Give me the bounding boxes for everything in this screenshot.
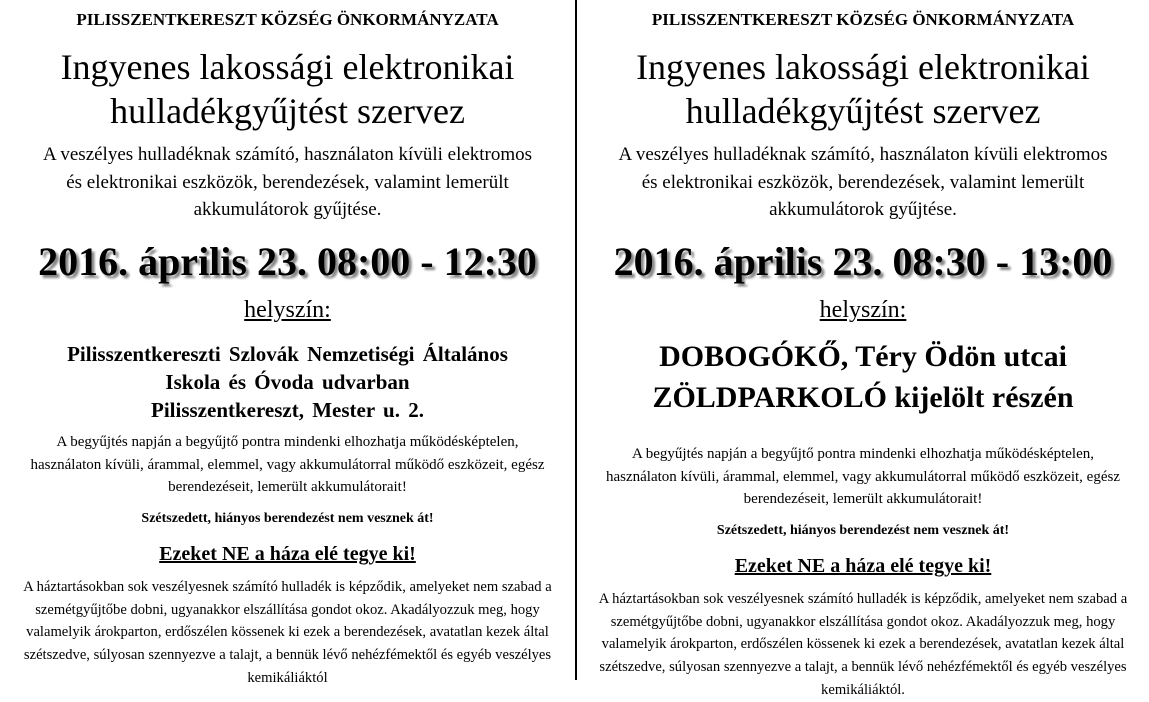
explanation-text-line: szemétgyűjtőbe dobni, ugyanakkor elszállítása gondot okoz. Akadályozzuk meg, hogy (610, 613, 1116, 630)
location-text-line: Pilisszentkereszti Szlovák Nemzetiségi Általános (67, 342, 508, 366)
explanation-text-line: kemikáliáktól. (821, 681, 905, 698)
location-label: helyszín: (244, 297, 331, 323)
flyer-panel-right (577, 0, 1149, 698)
do-not-dump-heading: Ezeket NE a háza elé tegye ki! (159, 543, 416, 565)
warning-text: Szétszedett, hiányos berendezést nem vesznek át! (716, 523, 1010, 538)
intro-text (577, 141, 1149, 224)
location-text (577, 336, 1149, 418)
intro-text-line: A veszélyes hulladéknak számító, használaton kívüli elektromos (42, 144, 533, 165)
explanation-text-line: valamelyik árokparton, erdőszélen kössenek ki ezek a berendezések, avatatlan kezek által (601, 636, 1125, 653)
location-text-line: Iskola és Óvoda udvarban (165, 370, 410, 394)
explanation-text-line: valamelyik árokparton, erdőszélen kössenek ki ezek a berendezések, avatatlan kezek által (26, 624, 549, 641)
instructions-text-line: berendezéseit, lemerült akkumulátorait! (168, 479, 407, 495)
flyer-title-line: hulladékgyűjtést szervez (110, 91, 465, 131)
flyer-title-line: Ingyenes lakossági elektronikai (636, 47, 1090, 87)
instructions-text-line: A begyűjtés napján a begyűjtő pontra mindenki elhozhatja működésképtelen, (56, 434, 519, 450)
explanation-text-line: szétszedve, súlyosan szennyezve a talajt, a bennük lévő nehézfémektől és egyéb veszélyes (599, 659, 1127, 676)
location-label: helyszín: (819, 297, 907, 323)
intro-text-line: és elektronikai eszközök, berendezések, valamint lemerült (641, 171, 1085, 193)
intro-text-line: és elektronikai eszközök, berendezések, valamint lemerült (66, 171, 509, 193)
flyer-title-line: hulladékgyűjtést szervez (685, 91, 1041, 131)
instructions-text (0, 431, 575, 499)
instructions-text (577, 443, 1149, 511)
explanation-text-line: kemikáliáktól (247, 669, 328, 686)
explanation-text-line: A háztartásokban sok veszélyesnek számító hulladék is képződik, amelyeket nem szabad a (598, 591, 1128, 607)
intro-text (0, 141, 575, 224)
instructions-text-line: használaton kívüli, árammal, elemmel, vagy akkumulátorral működő eszközeit, egész (30, 456, 545, 473)
explanation-text-line: A háztartásokban sok veszélyesnek számító hulladék is képződik, amelyeket nem szabad a (23, 579, 552, 595)
flyer-panel-left (0, 0, 575, 686)
flyer-title-line: Ingyenes lakossági elektronikai (60, 47, 515, 87)
intro-text-line: akkumulátorok gyűjtése. (769, 199, 957, 220)
location-text-line: DOBOGÓKŐ, Téry Ödön utcai (659, 340, 1067, 373)
intro-text-line: akkumulátorok gyűjtése. (193, 199, 382, 220)
flyer-title (577, 45, 1149, 133)
event-date: 2016. április 23. 08:30 - 13:00 (613, 239, 1113, 284)
do-not-dump-heading: Ezeket NE a háza elé tegye ki! (734, 555, 992, 577)
location-text-line: ZÖLDPARKOLÓ kijelölt részén (652, 381, 1074, 414)
warning-text: Szétszedett, hiányos berendezést nem vesznek át! (141, 511, 434, 526)
flyer-header: PILISSZENTKERESZT KÖZSÉG ÖNKORMÁNYZATA (651, 10, 1075, 29)
explanation-text-line: szemétgyűjtőbe dobni, ugyanakkor elszállítása gondot okoz. Akadályozzuk meg, hogy (35, 601, 540, 618)
intro-text-line: A veszélyes hulladéknak számító, használaton kívüli elektromos (618, 144, 1108, 165)
flyer-title (0, 45, 575, 133)
explanation-text-line: szétszedve, súlyosan szennyezve a talajt, a bennük lévő nehézfémektől és egyéb veszélyes (23, 647, 552, 664)
explanation-text (577, 588, 1149, 702)
instructions-text-line: használaton kívüli, árammal, elemmel, vagy akkumulátorral működő eszközeit, egész (606, 468, 1120, 485)
flyer-header: PILISSZENTKERESZT KÖZSÉG ÖNKORMÁNYZATA (76, 10, 499, 29)
location-text-line: Pilisszentkereszt, Mester u. 2. (151, 398, 424, 422)
instructions-text-line: A begyűjtés napján a begyűjtő pontra mindenki elhozhatja működésképtelen, (632, 446, 1094, 462)
instructions-text-line: berendezéseit, lemerült akkumulátorait! (743, 491, 983, 507)
explanation-text (0, 576, 575, 690)
event-date: 2016. április 23. 08:00 - 12:30 (38, 239, 537, 284)
location-text (0, 340, 575, 424)
